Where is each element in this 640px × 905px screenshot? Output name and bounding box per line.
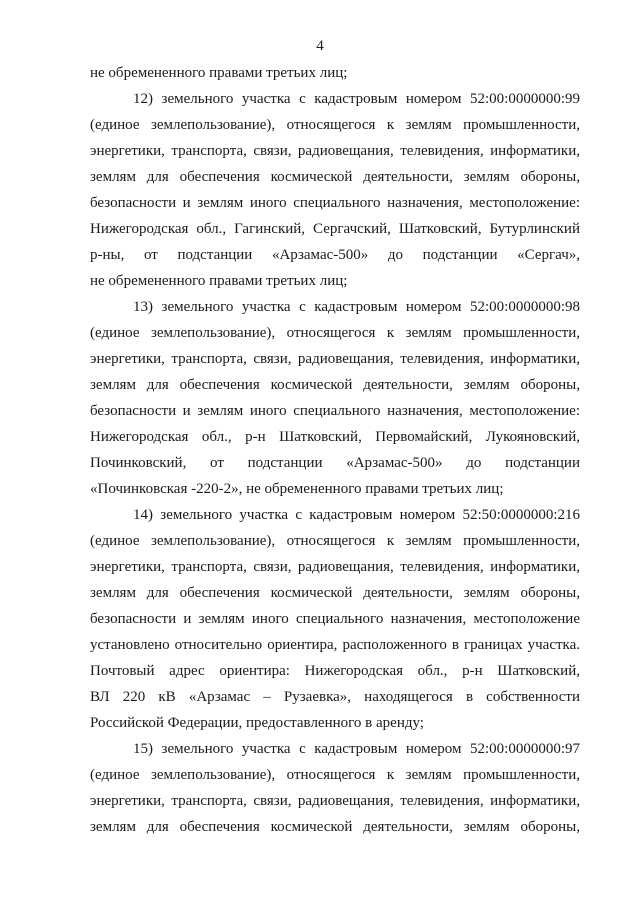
- text-line: энергетики, транспорта, связи, радиовещания, телевидения, информатики,: [90, 143, 580, 159]
- text-line: 15) земельного участка с кадастровым номером 52:00:0000000:97: [133, 741, 580, 757]
- page-number: 4: [316, 38, 324, 54]
- text-line: энергетики, транспорта, связи, радиовещания, телевидения, информатики,: [90, 559, 580, 575]
- document-body: [90, 60, 580, 840]
- text-line: (единое землепользование), относящегося к землям промышленности,: [90, 767, 580, 783]
- text-line: безопасности и землям иного специального назначения, местоположение: [90, 611, 580, 627]
- text-line: установлено относительно ориентира, расположенного в границах участка.: [90, 637, 580, 653]
- text-line: 14) земельного участка с кадастровым номером 52:50:0000000:216: [133, 507, 580, 523]
- text-line: ВЛ 220 кВ «Арзамас – Рузаевка», находящегося в собственности: [90, 689, 580, 705]
- text-line: «Починковская -220-2», не обремененного правами третьих лиц;: [90, 481, 504, 497]
- text-line: 12) земельного участка с кадастровым номером 52:00:0000000:99: [133, 91, 580, 107]
- text-line: не обремененного правами третьих лиц;: [90, 65, 348, 81]
- text-line: (единое землепользование), относящегося к землям промышленности,: [90, 533, 580, 549]
- text-line: не обремененного правами третьих лиц;: [90, 273, 348, 289]
- text-line: (единое землепользование), относящегося к землям промышленности,: [90, 117, 580, 133]
- text-line: безопасности и землям иного специального назначения, местоположение:: [90, 403, 580, 419]
- text-line: землям для обеспечения космической деятельности, землям обороны,: [90, 377, 580, 393]
- text-line: 13) земельного участка с кадастровым номером 52:00:0000000:98: [133, 299, 580, 315]
- text-line: безопасности и землям иного специального назначения, местоположение:: [90, 195, 580, 211]
- text-line: землям для обеспечения космической деятельности, землям обороны,: [90, 585, 580, 601]
- text-line: Почтовый адрес ориентира: Нижегородская обл., р-н Шатковский,: [90, 663, 580, 679]
- text-line: Российской Федерации, предоставленного в аренду;: [90, 715, 424, 731]
- text-line: землям для обеспечения космической деятельности, землям обороны,: [90, 169, 580, 185]
- text-line: (единое землепользование), относящегося к землям промышленности,: [90, 325, 580, 341]
- text-line: р-ны, от подстанции «Арзамас-500» до подстанции «Сергач»,: [90, 247, 580, 263]
- text-line: Нижегородская обл., р-н Шатковский, Первомайский, Лукояновский,: [90, 429, 580, 445]
- text-line: Нижегородская обл., Гагинский, Сергачский, Шатковский, Бутурлинский: [90, 221, 580, 237]
- text-line: энергетики, транспорта, связи, радиовещания, телевидения, информатики,: [90, 351, 580, 367]
- text-line: энергетики, транспорта, связи, радиовещания, телевидения, информатики,: [90, 793, 580, 809]
- text-line: землям для обеспечения космической деятельности, землям обороны,: [90, 819, 580, 835]
- text-line: Починковский, от подстанции «Арзамас-500» до подстанции: [90, 455, 580, 471]
